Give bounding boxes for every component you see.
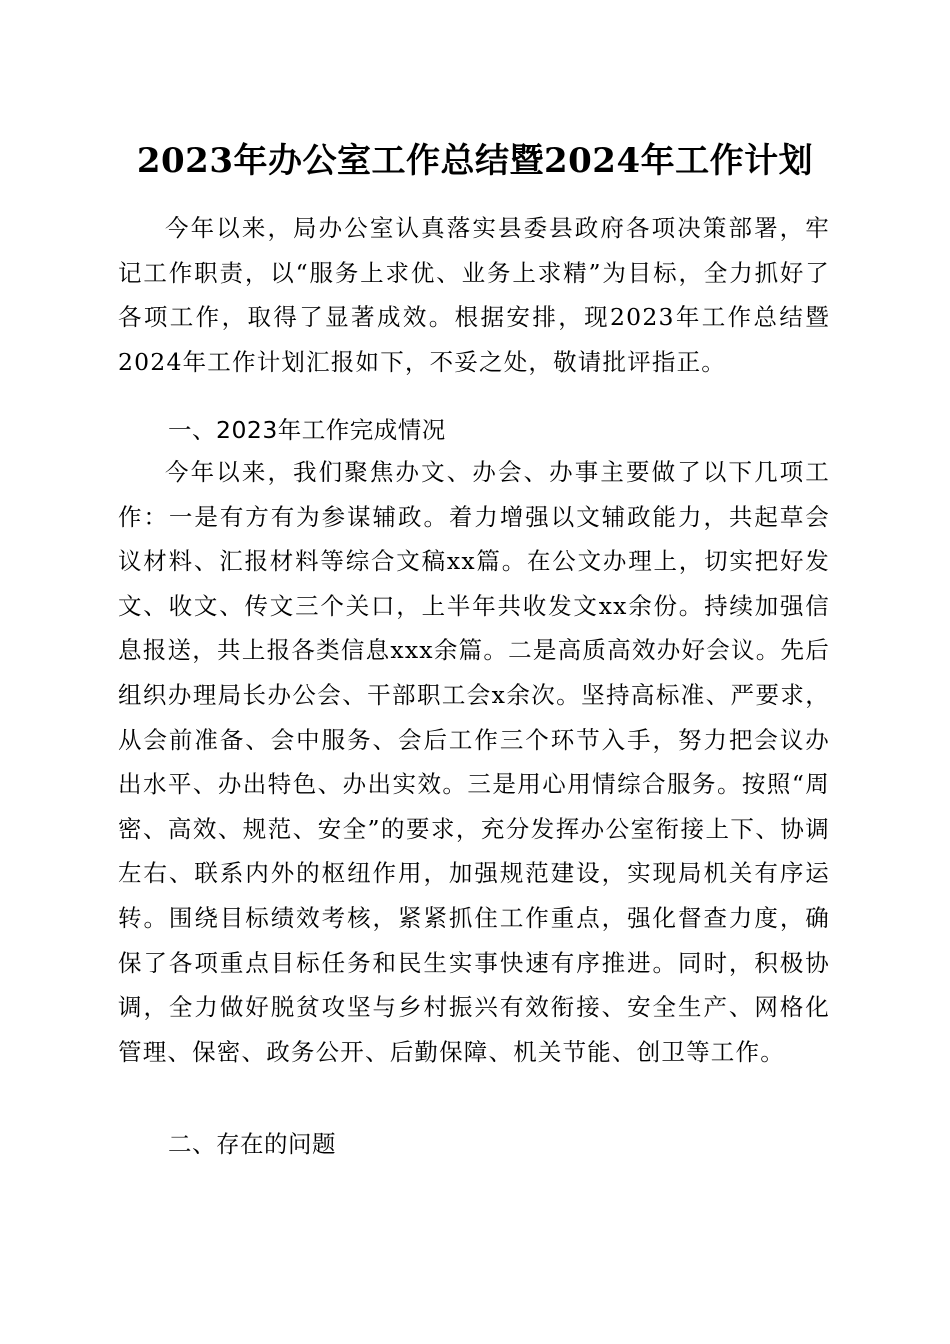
section-one-paragraph: 今年以来，我们聚焦办文、办会、办事主要做了以下几项工作：一是有方有为参谋辅政。着力增强以文辅政能力，共起草会议材料、汇报材料等综合文稿xx篇。在公文办理上，切实把好发文、收文、传文三个关口，上半年共收发文xx余份。持续加强信息报送，共上报各类信息xxx余篇。二是高质高效办好会议。先后组织办理局长办公会、干部职工会x余次。坚持高标准、严要求，从会前准备、会中服务、会后工作三个环节入手，努力把会议办出水平、办出特色、办出实效。三是用心用情综合服务。按照“周密、高效、规范、安全”的要求，充分发挥办公室衔接上下、协调左右、联系内外的枢纽作用，加强规范建设，实现局机关有序运转。围绕目标绩效考核，紧紧抓住工作重点，强化督查力度，确保了各项重点目标任务和民生实事快速有序推进。同时，积极协调，全力做好脱贫攻坚与乡村振兴有效衔接、安全生产、网格化管理、保密、政务公开、后勤保障、机关节能、创卫等工作。 xyxy=(118,458,830,1066)
intro-paragraph: 今年以来，局办公室认真落实县委县政府各项决策部署，牢记工作职责，以“服务上求优、业务上求精”为目标，全力抓好了各项工作，取得了显著成效。根据安排，现2023年工作总结暨2024年工作计划汇报如下，不妥之处，敬请批评指正。 xyxy=(118,214,830,376)
section-heading-two: 二、存在的问题 xyxy=(168,1130,336,1158)
section-heading-one: 一、2023年工作完成情况 xyxy=(168,416,446,444)
document-title: 2023年办公室工作总结暨2024年工作计划 xyxy=(136,141,814,181)
